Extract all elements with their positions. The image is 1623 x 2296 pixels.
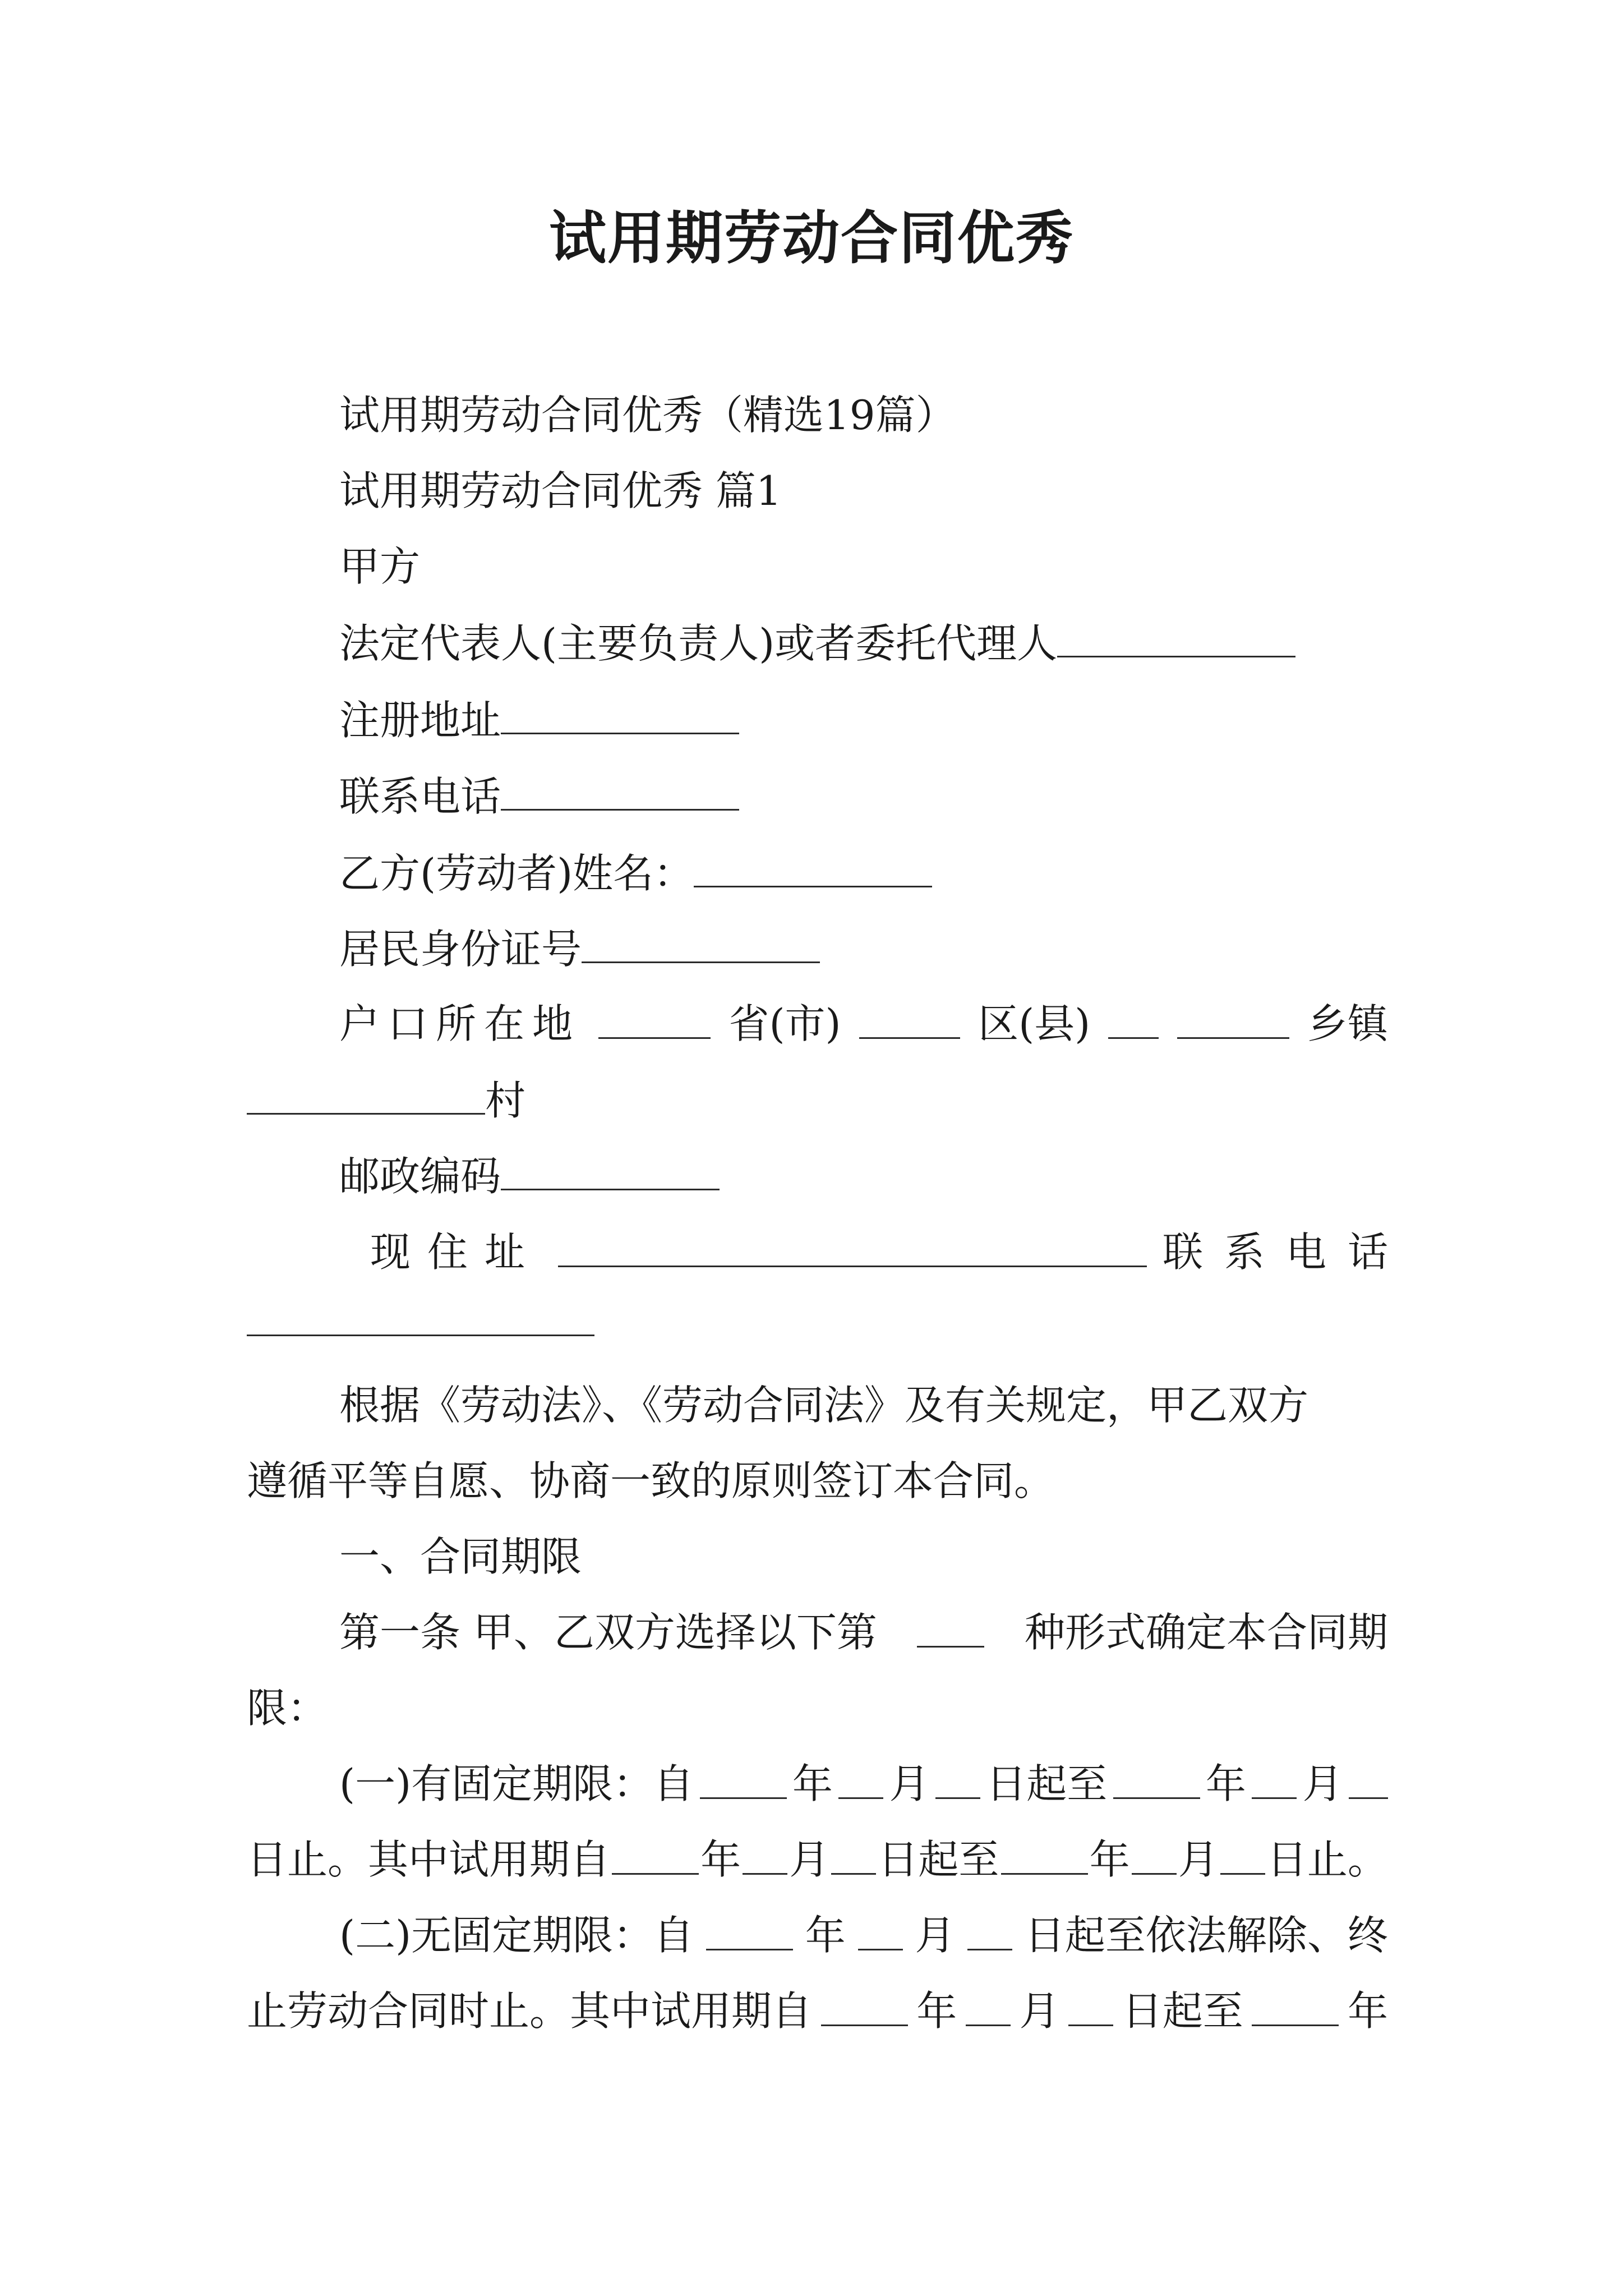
article1-line1 <box>339 1604 1388 1660</box>
probation-start-label: 日止。其中试用期自 <box>247 1836 611 1883</box>
article1-pre: 第一条 甲、乙双方选择以下第 <box>339 1609 877 1656</box>
term-heading: 一、合同期限 <box>339 1533 582 1580</box>
probation-end-year-blank <box>1001 1832 1088 1875</box>
year-label: 年 <box>1347 1987 1388 2035</box>
open-day-blank <box>967 1907 1012 1950</box>
open-year-blank <box>706 1907 793 1950</box>
month-label: 月 <box>1302 1760 1343 1807</box>
fixed-day-blank <box>935 1756 980 1799</box>
month-label: 月 <box>915 1912 956 1959</box>
province-label: 省(市) <box>728 1000 841 1047</box>
party-b-name-label: 乙方(劳动者)姓名： <box>339 850 694 897</box>
party-a-label: 甲方 <box>339 543 421 590</box>
current-address-blank <box>558 1224 1147 1267</box>
current-address-label: 现住址 <box>370 1228 542 1276</box>
fixed-end-month-blank <box>1252 1756 1297 1799</box>
fixed-term-line2 <box>247 1832 1388 1888</box>
fixed-term-prefix: (一)有固定期限：自 <box>339 1760 694 1807</box>
district-label: 区(县) <box>978 1000 1091 1047</box>
year-label: 年 <box>1089 1836 1130 1883</box>
month-label: 月 <box>889 1760 930 1807</box>
probation-end-day-blank <box>1220 1832 1265 1875</box>
year-label: 年 <box>700 1836 741 1883</box>
fixed-month-blank <box>838 1756 883 1799</box>
fixed-year-blank <box>700 1756 787 1799</box>
legal-rep-row <box>339 614 1295 671</box>
current-address-row <box>339 1224 1409 1280</box>
current-phone-blank <box>247 1293 594 1336</box>
id-number-label: 居民身份证号 <box>339 926 582 973</box>
open-term-until: 日起至依法解除、终 <box>1024 1912 1388 1959</box>
year-label: 年 <box>1205 1760 1246 1807</box>
party-b-name-blank <box>694 844 932 887</box>
village-label: 村 <box>485 1077 526 1124</box>
contact-phone-row <box>339 767 739 825</box>
legal-rep-blank <box>1057 614 1295 657</box>
reg-address-label: 注册地址 <box>339 697 501 744</box>
month-label: 月 <box>789 1836 830 1883</box>
village-blank <box>247 1071 485 1115</box>
party-b-name-row <box>339 844 932 901</box>
village-row <box>247 1071 525 1129</box>
year-label: 年 <box>805 1912 846 1959</box>
form-choice-blank <box>917 1604 984 1648</box>
province-blank <box>598 996 711 1039</box>
day-from-label: 日起至 <box>986 1760 1108 1807</box>
town-label: 乡镇 <box>1307 1000 1388 1047</box>
basis-paragraph-line2: 遵循平等自愿、协商一致的原则签订本合同。 <box>247 1457 1055 1504</box>
probation-year-blank <box>612 1832 699 1875</box>
day-end-label: 日止。 <box>1266 1836 1388 1883</box>
document-title: 试用期劳动合同优秀 <box>549 205 1074 272</box>
household-row <box>339 996 1388 1052</box>
document-subtitle: 试用期劳动合同优秀（精选19篇） <box>339 392 956 439</box>
open-term-line2 <box>247 1983 1388 2039</box>
current-phone-label: 联系电话 <box>1162 1228 1409 1276</box>
open-probation-year-blank <box>821 1983 908 2026</box>
postal-label: 邮政编码 <box>339 1153 501 1200</box>
fixed-end-year-blank <box>1113 1756 1200 1799</box>
probation-end-month-blank <box>1132 1832 1177 1875</box>
current-phone-row <box>247 1293 594 1350</box>
day-from-label: 日起至 <box>1122 1987 1243 2035</box>
year-label: 年 <box>916 1987 957 2035</box>
contact-phone-blank <box>501 767 739 811</box>
probation-day-blank <box>831 1832 876 1875</box>
id-number-row <box>339 920 820 977</box>
town-blank <box>1177 996 1289 1039</box>
basis-paragraph-line1: 根据《劳动法》、《劳动合同法》及有关规定，甲乙双方 <box>339 1382 1309 1429</box>
open-probation-month-blank <box>966 1983 1011 2026</box>
section-heading: 试用期劳动合同优秀 篇1 <box>339 467 782 514</box>
open-term-line1 <box>339 1907 1388 1963</box>
article1-line2: 限： <box>247 1685 328 1732</box>
article1-post: 种形式确定本合同期 <box>1024 1609 1388 1656</box>
open-term-prefix: (二)无固定期限：自 <box>339 1912 694 1959</box>
district-blank <box>1108 996 1159 1039</box>
probation-month-blank <box>743 1832 787 1875</box>
id-number-blank <box>582 920 820 963</box>
reg-address-row <box>339 691 739 748</box>
month-label: 月 <box>1178 1836 1219 1883</box>
year-label: 年 <box>792 1760 833 1807</box>
household-label: 户口所在地 <box>339 1000 581 1047</box>
reg-address-blank <box>501 691 739 734</box>
day-from-label: 日起至 <box>878 1836 999 1883</box>
contact-phone-label: 联系电话 <box>339 773 501 820</box>
postal-row <box>339 1147 720 1204</box>
open-month-blank <box>858 1907 903 1950</box>
postal-blank <box>501 1147 720 1190</box>
fixed-term-line1 <box>339 1756 1388 1812</box>
open-term-line2-text: 止劳动合同时止。其中试用期自 <box>247 1987 813 2035</box>
fixed-end-day-blank <box>1349 1756 1388 1799</box>
open-probation-day-blank <box>1068 1983 1113 2026</box>
district-pre-blank <box>859 996 960 1039</box>
legal-rep-label: 法定代表人(主要负责人)或者委托代理人 <box>339 620 1058 667</box>
open-probation-end-year-blank <box>1252 1983 1339 2026</box>
month-label: 月 <box>1019 1987 1060 2035</box>
